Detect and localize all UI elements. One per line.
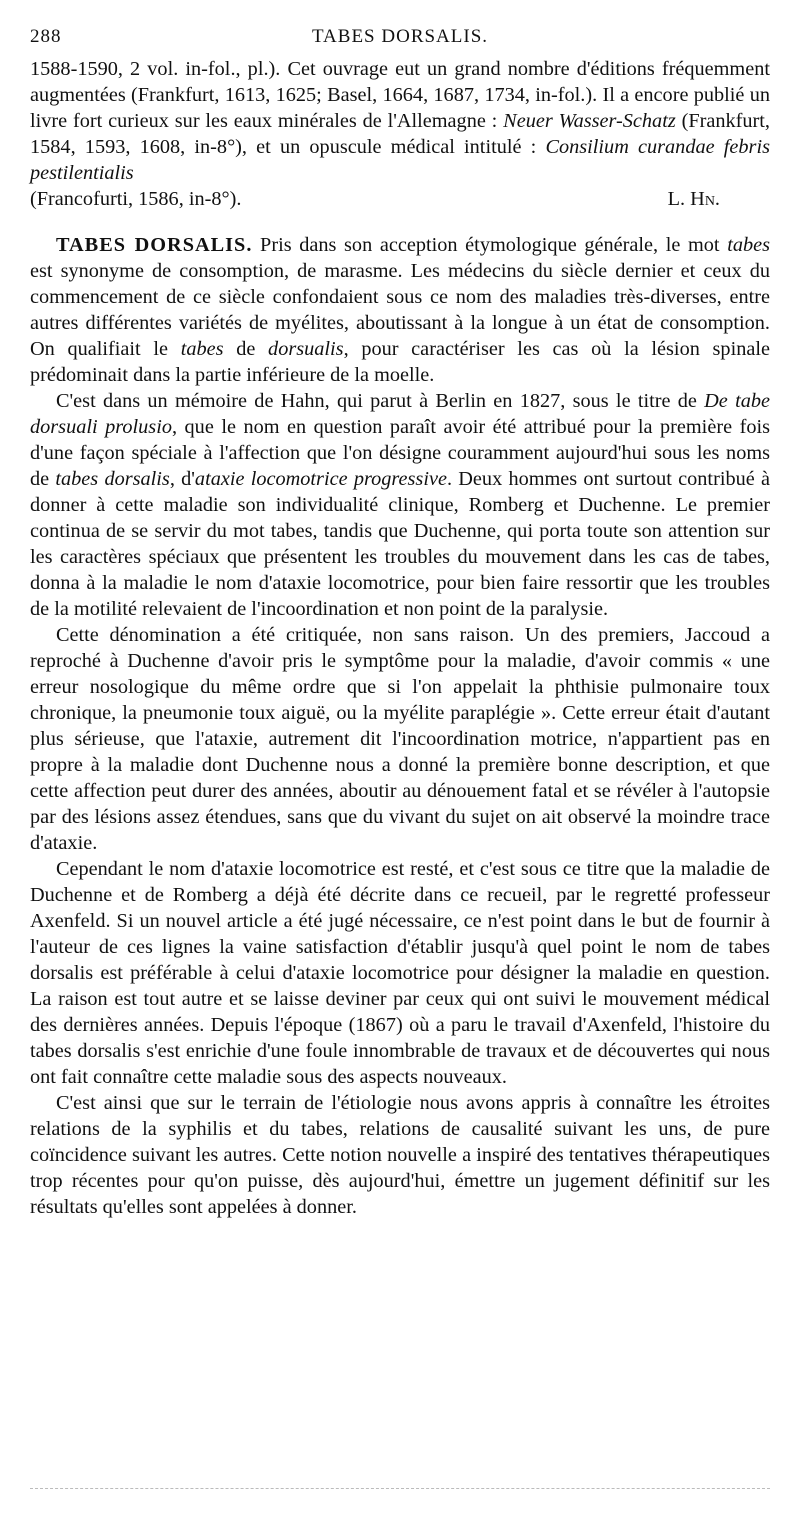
prev-entry-italic-title: Consilium curandae febris pestilentialis [30, 136, 770, 184]
entry-headword: TABES DORSALIS. [56, 234, 253, 256]
entry-text: de [223, 338, 269, 360]
entry-paragraph [30, 232, 770, 388]
entry-text: Pris dans son acception étymologique générale, le mot [252, 234, 728, 256]
entry-paragraph: Cette dénomination a été critiquée, non sans raison. Un des premiers, Jaccoud a reproché à Duchenne d'avoir pris le symptôme pour la maladie, d'avoir commis « une erreur nosologique du même ordre que si l'on appelait la phthisie pulmonaire toux chronique, la pneumonie toux aiguë, ou la myélite paraplégie ». Cette erreur était d'autant plus sérieuse, que l'ataxie, autrement dit l'incoordination motrice, n'appartient pas en propre à la maladie dont Duchenne nous a donné la première bonne description, et que cette affection peut durer des années, aboutir au dénouement fatal et se révéler à l'autopsie par des lésions assez étendues, sans que du vivant du sujet on ait observé la moindre trace d'ataxie. [30, 624, 770, 854]
prev-entry-italic-title: Neuer Wasser-Schatz [503, 110, 676, 132]
entry-italic: De tabe dorsuali prolusio [30, 390, 770, 438]
entry-italic: tabes [727, 234, 770, 256]
entry-text: , que le nom en question paraît avoir été attribué pour la première fois d'une façon spéciale à l'affection que l'on désigne couramment aujourd'hui sous les noms de [30, 416, 770, 490]
page [30, 26, 770, 1220]
previous-entry-paragraph [30, 56, 770, 186]
prev-entry-last-line [30, 186, 770, 212]
entry-text: est synonyme de consomption, de marasme. Les médecins du siècle dernier et ceux du commencement de ce siècle confondaient sous ce nom des maladies très-diverses, entre autres différentes variétés de myélites, aboutissant à la longue à un état de consomption. On qualifiait le [30, 260, 770, 360]
entry-italic: tabes dorsalis [55, 468, 170, 490]
entry-italic: ataxie locomotrice progressive [194, 468, 447, 490]
page-header [30, 26, 770, 56]
prev-entry-text: (Frankfurt, 1584, 1593, 1608, in-8°), et un opuscule médical intitulé : [30, 110, 770, 158]
body-text [30, 56, 770, 1220]
prev-entry-text: (Francofurti, 1586, in-8°). [30, 188, 242, 210]
entry-italic: tabes [180, 338, 224, 360]
page-bottom-rule [30, 1488, 770, 1490]
author-signature: L. Hn. [667, 188, 720, 210]
entry-text: . Deux hommes ont surtout contribué à donner à cette maladie son individualité clinique, Romberg et Duchenne. Le premier continua de se servir du mot tabes, tandis que Duchenne, qui porta toute son attention sur les caractères spéciaux que présentent les troubles du mouvement dans les cas de tabes, donna à la maladie le nom d'ataxie locomotrice, pour bien faire ressortir que les troubles de la motilité relevaient de l'incoordination et non point de la paralysie. [30, 468, 770, 620]
entry-text: , pour caractériser les cas où la lésion spinale prédominait dans la partie inférieure de la moelle. [30, 338, 770, 386]
entry-paragraph: C'est ainsi que sur le terrain de l'étiologie nous avons appris à connaître les étroites relations de la syphilis et du tabes, relations de causalité suivant les uns, de pure coïncidence suivant les autres. Cette notion nouvelle a inspiré des tentatives thérapeutiques trop récentes pour qu'on puisse, dès aujourd'hui, émettre un jugement définitif sur les résultats qu'elles sont appelées à donner. [30, 1092, 770, 1218]
entry-text: , d' [169, 468, 195, 490]
running-title: TABES DORSALIS. [311, 26, 489, 47]
entry-text: C'est dans un mémoire de Hahn, qui parut à Berlin en 1827, sous le titre de [56, 390, 705, 412]
entry-paragraph [30, 388, 770, 622]
entry-italic: dorsualis [268, 338, 344, 360]
page-number: 288 [30, 26, 62, 47]
prev-entry-text: 1588-1590, 2 vol. in-fol., pl.). Cet ouvrage eut un grand nombre d'éditions fréquemment augmentées (Frankfurt, 1613, 1625; Basel, 1664, 1687, 1734, in-fol.). Il a encore publié un livre fort curieux sur les eaux minérales de l'Allemagne : [30, 58, 770, 132]
entry-paragraph: Cependant le nom d'ataxie locomotrice est resté, et c'est sous ce titre que la maladie de Duchenne et de Romberg a déjà été décrite dans ce recueil, par le regretté professeur Axenfeld. Si un nouvel article a été jugé nécessaire, ce n'est point dans le but de fournir à l'auteur de ces lignes la vaine satisfaction d'établir jusqu'à quel point le nom de tabes dorsalis est préférable à celui d'ataxie locomotrice pour désigner la maladie en question. La raison est tout autre et se laisse deviner par ceux qui ont suivi le mouvement médical des dernières années. Depuis l'époque (1867) où a paru le travail d'Axenfeld, l'histoire du tabes dorsalis s'est enrichie d'une foule innombrable de travaux et de découvertes qui nous ont fait connaître cette maladie sous des aspects nouveaux. [30, 858, 770, 1088]
